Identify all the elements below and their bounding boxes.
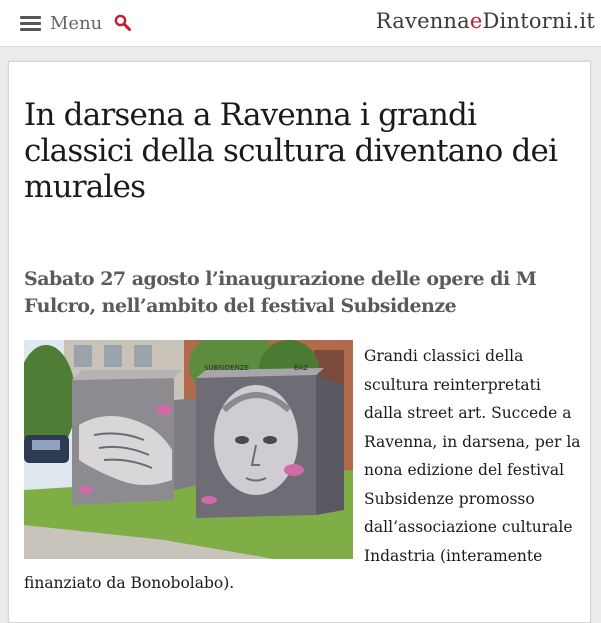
image-caption-right: EAZ — [294, 364, 309, 372]
menu-label: Menu — [50, 12, 103, 34]
body-line: Ravenna, in darsena, per la — [364, 432, 581, 451]
body-line: dall’associazione culturale — [364, 518, 573, 536]
logo-text-dintorni: Dintorni.it — [482, 9, 595, 33]
site-logo[interactable] — [376, 9, 595, 33]
logo-text-ravenna: Ravenna — [375, 9, 470, 33]
article-image[interactable] — [24, 340, 353, 559]
article-body — [364, 342, 584, 570]
search-icon[interactable] — [113, 13, 133, 33]
menu-button[interactable] — [20, 10, 102, 36]
logo-text-e: e — [469, 9, 483, 33]
article-title: In darsena a Ravenna i grandi classici della scultura diventano dei murales — [24, 97, 558, 205]
body-line: Indastria (interamente — [364, 546, 543, 565]
body-line: nona edizione del festival — [364, 461, 565, 479]
article-body-continuation: finanziato da Bonobolabo). — [24, 574, 235, 592]
article-card — [8, 61, 591, 623]
body-line: Subsidenze promosso — [364, 489, 535, 508]
image-caption-left: SUBSIDENZE — [204, 364, 250, 372]
body-line: Grandi classici della — [364, 347, 524, 365]
hamburger-icon — [20, 16, 41, 31]
article-subtitle: Sabato 27 agosto l’inaugurazione delle opere di M Fulcro, nell’ambito del festival Subsidenze — [24, 268, 537, 317]
body-line: dalla street art. Succede a — [364, 404, 572, 422]
body-line: scultura reinterpretati — [364, 375, 541, 394]
top-bar — [0, 0, 601, 47]
